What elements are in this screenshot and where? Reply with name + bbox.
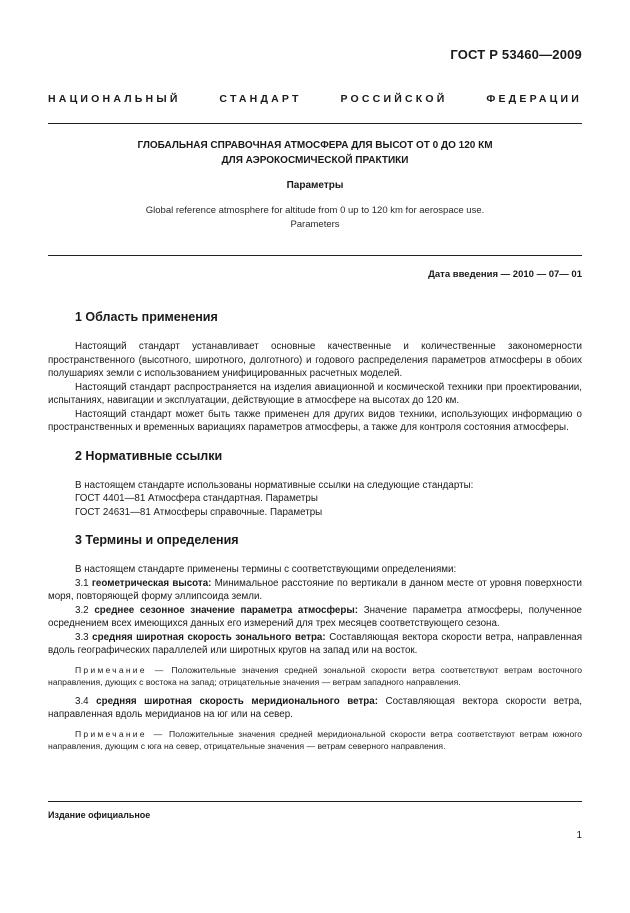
scope-paragraph-1: Настоящий стандарт устанавливает основные качественные и количественные закономерности пространственного (высотного, широтного, долготного) и годового распределения параметров атмосферы в обоих полушариях земли с использованием унифицированных расчетных моделей. — [48, 341, 582, 379]
title-line-2: ДЛЯ АЭРОКОСМИЧЕСКОЙ ПРАКТИКИ — [221, 155, 409, 166]
title-subtitle: Параметры — [286, 180, 344, 191]
term-number: 3.1 — [75, 577, 89, 589]
term-name: средняя широтная скорость зонального ветра: — [92, 631, 326, 643]
scope-paragraph-2: Настоящий стандарт распространяется на изделия авиационной и космической техники при проектировании, испытаниях, навигации и эксплуатации, действующие в атмосфере на высотах до 120 км. — [48, 381, 582, 406]
term-3-3 — [48, 631, 582, 658]
english-title-line-2: Parameters — [290, 218, 340, 230]
term-name: среднее сезонное значение параметра атмосферы: — [94, 604, 358, 616]
note-label: Примечание — — [75, 664, 166, 675]
note-zonal-wind — [48, 664, 582, 689]
term-definition: Минимальное расстояние по вертикали в данном месте от уровня поверхности моря, повторяющей форму эллипсоида земли. — [48, 577, 582, 602]
term-number: 3.2 — [75, 604, 89, 616]
term-name: геометрическая высота: — [91, 577, 212, 589]
term-definition: Составляющая вектора скорости ветра, направленная вдоль географических параллелей или широтных кругов на запад или на восток. — [48, 631, 582, 656]
term-3-1 — [48, 577, 582, 604]
title-block — [48, 138, 582, 231]
reference-item-1: ГОСТ 4401—81 Атмосфера стандартная. Параметры — [75, 493, 318, 504]
references-intro: В настоящем стандарте использованы нормативные ссылки на следующие стандарты: — [75, 479, 474, 491]
scope-paragraph-3: Настоящий стандарт может быть также применен для других видов техники, использующих информацию о пространственных и временных вариациях параметров атмосферы, а также для контроля состояния атмосферы. — [48, 408, 582, 433]
term-definition: Составляющая вектора скорости ветра, направленная вдоль меридианов на юг или на север. — [48, 695, 582, 720]
introduction-date: Дата введения — 2010 — 07— 01 — [428, 269, 582, 280]
document-number: ГОСТ Р 53460—2009 — [450, 47, 582, 62]
terms-intro: В настоящем стандарте применены термины с соответствующими определениями: — [75, 564, 457, 575]
document-body — [48, 308, 582, 759]
reference-item-2: ГОСТ 24631—81 Атмосферы справочные. Параметры — [75, 506, 323, 518]
footer-divider — [48, 801, 582, 802]
title-line-1: ГЛОБАЛЬНАЯ СПРАВОЧНАЯ АТМОСФЕРА ДЛЯ ВЫСОТ ОТ 0 ДО 120 КМ — [137, 140, 493, 151]
note-text: Положительные значения средней зональной скорости ветра соответствуют ветрам восточного направления, дующих с востока на запад; отрицательные значения — ветрам западного направления. — [48, 664, 582, 687]
national-standard-heading: НАЦИОНАЛЬНЫЙ СТАНДАРТ РОССИЙСКОЙ ФЕДЕРАЦИИ — [48, 93, 582, 105]
official-edition-label: Издание официальное — [48, 810, 151, 820]
term-number: 3.4 — [75, 695, 89, 707]
note-meridional-wind — [48, 728, 582, 753]
note-label: Примечание — — [75, 728, 165, 739]
term-3-2 — [48, 604, 582, 631]
note-text: Положительные значения средней меридиональной скорости ветра соответствуют ветрам южного направления, дующим с юга на север, отрицательные значения — ветрам северного направления. — [48, 728, 582, 751]
term-name: средняя широтная скорость меридионального ветра: — [96, 695, 378, 707]
section-heading-terms: 3 Термины и определения — [75, 533, 239, 547]
page-number: 1 — [576, 830, 582, 841]
section-heading-scope: 1 Область применения — [75, 310, 218, 324]
term-number: 3.3 — [75, 631, 89, 643]
term-definition: Значение параметра атмосферы, полученное осреднением всех имеющихся данных его измерений для трех месяцев соответствующего сезона. — [48, 604, 582, 629]
english-title-line-1: Global reference atmosphere for altitude from 0 up to 120 km for aerospace use. — [145, 205, 485, 216]
title-divider — [48, 255, 582, 256]
english-title — [48, 204, 582, 231]
section-heading-references: 2 Нормативные ссылки — [75, 448, 223, 463]
top-divider — [48, 123, 582, 124]
term-3-4 — [48, 695, 582, 722]
